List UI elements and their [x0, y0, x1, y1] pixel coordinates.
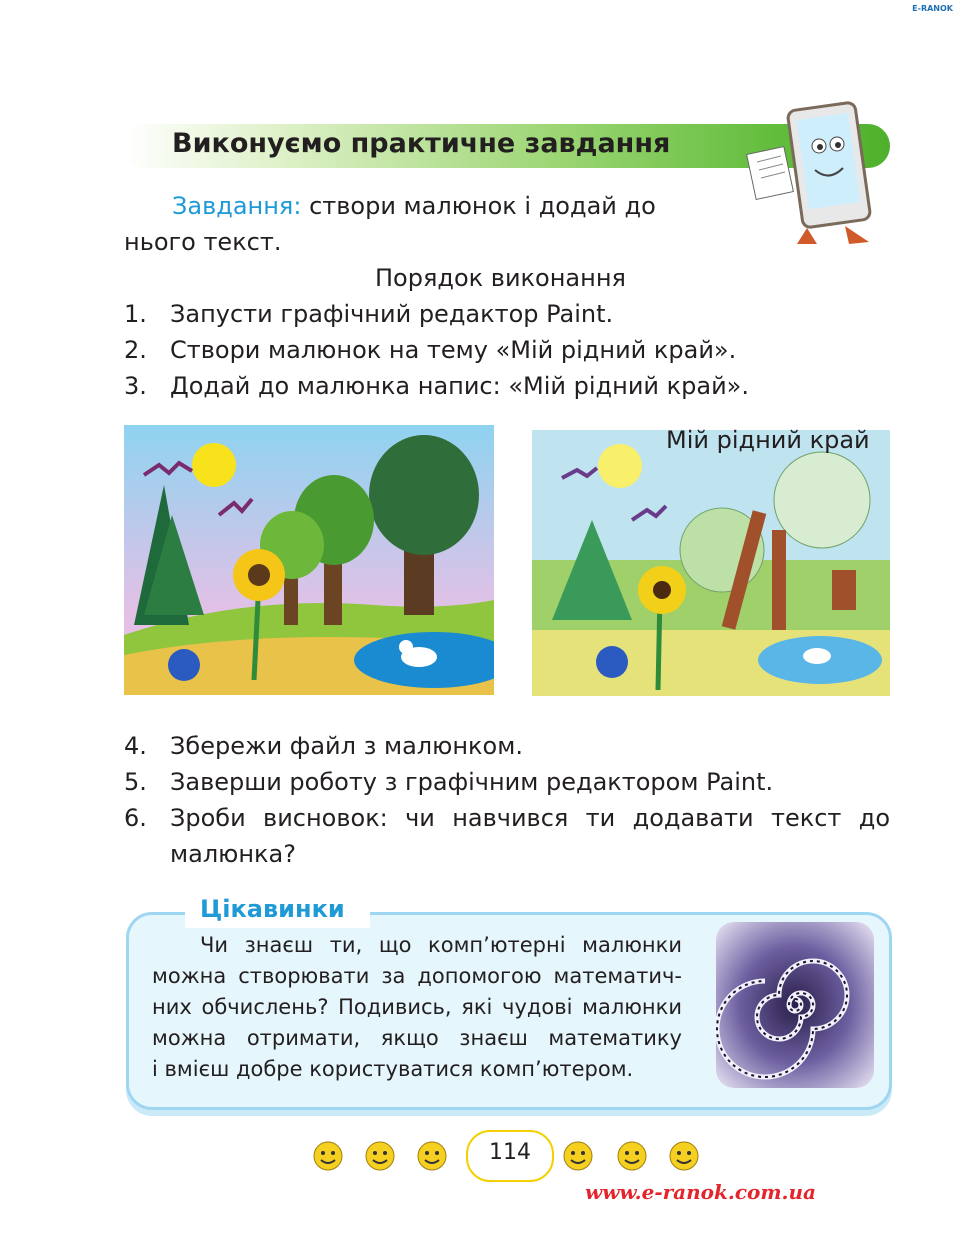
step-number: 4. [124, 732, 147, 760]
page-number: 114 [489, 1140, 531, 1165]
facts-line: можна отримати, якщо знаєш математику [152, 1026, 682, 1050]
order-title: Порядок виконання [375, 264, 626, 292]
smiley-icon [310, 1138, 346, 1174]
step-number: 5. [124, 768, 147, 796]
step-number: 2. [124, 336, 147, 364]
tablet-mascot-icon [745, 98, 885, 248]
step-6 [124, 800, 890, 836]
page-title: Виконуємо практичне завдання [172, 128, 671, 159]
step-text: Заверши роботу з графічним редактором Paint. [170, 768, 774, 796]
step-number: 6. [124, 804, 147, 832]
step-text: Збережи файл з малюнком. [170, 732, 523, 760]
picture-caption: Мій рідний край [666, 426, 870, 454]
facts-line: і вмієш добре користуватися комп’ютером. [152, 1057, 634, 1081]
smiley-icon [362, 1138, 398, 1174]
facts-line: них обчислень? Подивись, які чудові малюнки [152, 995, 682, 1019]
facts-title: Цікавинки [200, 895, 345, 923]
step-text: Додай до малюнка напис: «Мій рідний край». [170, 372, 749, 400]
pointillist-picture [532, 430, 890, 696]
task-line-2: нього текст. [124, 228, 282, 256]
smiley-icon [560, 1138, 596, 1174]
step-number: 1. [124, 300, 147, 328]
step-text: Запусти графічний редактор Paint. [170, 300, 614, 328]
step-6-continued: малюнка? [170, 840, 296, 868]
step-number: 3. [124, 372, 147, 400]
step-5 [124, 764, 773, 800]
step-1 [124, 296, 613, 332]
step-3 [124, 368, 749, 404]
smiley-icon [666, 1138, 702, 1174]
fractal-image [716, 922, 874, 1088]
website-link[interactable]: www.e-ranok.com.ua [585, 1180, 816, 1204]
step-4 [124, 728, 523, 764]
step-text: Зроби висновок: чи навчився ти додавати текст до [170, 804, 890, 832]
smiley-icon [614, 1138, 650, 1174]
publisher-logo: E-RANOK [912, 4, 953, 13]
step-2 [124, 332, 736, 368]
smiley-icon [414, 1138, 450, 1174]
task-line-1 [172, 188, 656, 224]
facts-text [152, 930, 682, 1085]
landscape-picture [124, 425, 494, 695]
task-text: створи малюнок і додай до [301, 192, 656, 220]
task-label: Завдання: [172, 192, 302, 220]
facts-line: можна створювати за допомогою математич- [152, 964, 682, 988]
step-text: Створи малюнок на тему «Мій рідний край». [170, 336, 737, 364]
facts-line: Чи знаєш ти, що комп’ютерні малюнки [200, 933, 682, 957]
